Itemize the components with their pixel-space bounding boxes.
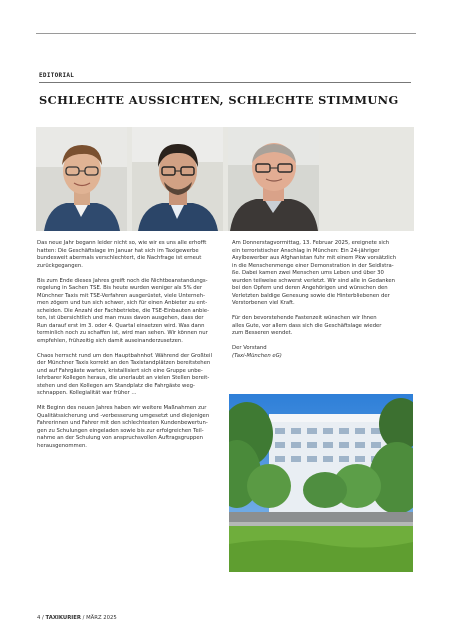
paragraph: Mit Beginn des neuen Jahres haben wir weitere Maßnahmen zur Qualitätssicherung und -verbesserung umgesetzt und diejenigen Fahrerinnen und Fahrer mit den schlechtesten Kundenbewertun- gen zu Schulungen eingeladen sowie bis zur erfolgreichen Teil- nahme an der Schulung von anspruchsvollen Auftragsgruppen herausgenommen. — [37, 405, 210, 449]
headline: SCHLECHTE AUSSICHTEN, SCHLECHTE STIMMUNG — [39, 93, 399, 107]
portrait-2 — [132, 127, 223, 231]
signoff-org: (Taxi-München eG) — [232, 352, 282, 359]
portrait-1 — [36, 127, 127, 231]
right-column — [232, 240, 412, 360]
issue-date: / MÄRZ 2025 — [82, 615, 117, 621]
paragraph: Für den bevorstehende Fastenzeit wünschen wir Ihnen alles Gute, vor allem dass sich die Geschäftslage wieder zum Besseren wendet. — [232, 315, 382, 336]
paragraph: Das neue Jahr begann leider nicht so, wie wir es uns alle erhofft hatten: Die Geschäftslage im Januar hat sich im Taxigewerbe bundesweit abermals verschlechtert, die Nachfrage ist erneut zurückgegangen. — [37, 240, 207, 269]
signoff-name: Der Vorstand — [232, 345, 267, 351]
top-rule — [36, 33, 416, 34]
paragraph: Chaos herrscht rund um den Hauptbahnhof. Während der Großteil der Münchner Taxis korrekt an den Taxistandplätzen bereitstehen und auf Fahrgäste warten, kristallisiert sich eine Gruppe unbe- lehrbarer Kollegen heraus, die unerlaubt an vielen Stellen bereit- stehen und den Kollegen am Standplatz die Fahrgäste weg- schnappen. Kollegialität war früher ... — [37, 352, 212, 396]
portrait-3 — [228, 127, 319, 231]
paragraph: Am Donnerstagvormittag, 13. Februar 2025, ereignete sich ein terroristischer Anschlag in München: Ein 24-jähriger Asylbewerber aus Afghanistan fuhr mit einem Pkw vorsätzlich in die Menschenmenge einer Demonstration in der Seidlstra- ße. Dabei kamen zwei Menschen ums Leben und über 30 wurden teilweise schwerst verletzt. Wir sind alle in Gedanken bei den Opfern und deren Angehörigen und wünschen den Verletzten baldige Genesung sowie die Hinterbliebenen der Verstorbenen viel Kraft. — [232, 240, 397, 306]
section-label: EDITORIAL — [39, 72, 75, 79]
page-number: 4 / — [37, 615, 44, 621]
magazine-name: TAXIKURIER — [45, 615, 81, 621]
building-photo — [229, 394, 413, 572]
left-column — [37, 240, 227, 458]
page-footer — [37, 615, 117, 621]
paragraph: Bis zum Ende dieses Jahres greift noch die Nichtbeanstandungs- regelung in Sachen TSE. Bis heute wurden weniger als 5% der Münchner Taxis mit TSE-Verfahren ausgerüstet, viele Unterneh- men zögern und tun sich schwer, sich für einen Anbieter zu ent- scheiden. Die Anzahl der Fachbetriebe, die TSE-Einbauten anbie- ten, ist übersichtlich und man muss davon ausgehen, dass der Run darauf erst im 3. oder 4. Quartal einsetzen wird. Was dann terminlich noch zu schaffen ist, wird man sehen. Wir können nur empfehlen, frühzeitig sich damit auseinanderzusetzen. — [37, 277, 210, 344]
section-rule — [39, 82, 411, 83]
signoff — [232, 345, 412, 360]
